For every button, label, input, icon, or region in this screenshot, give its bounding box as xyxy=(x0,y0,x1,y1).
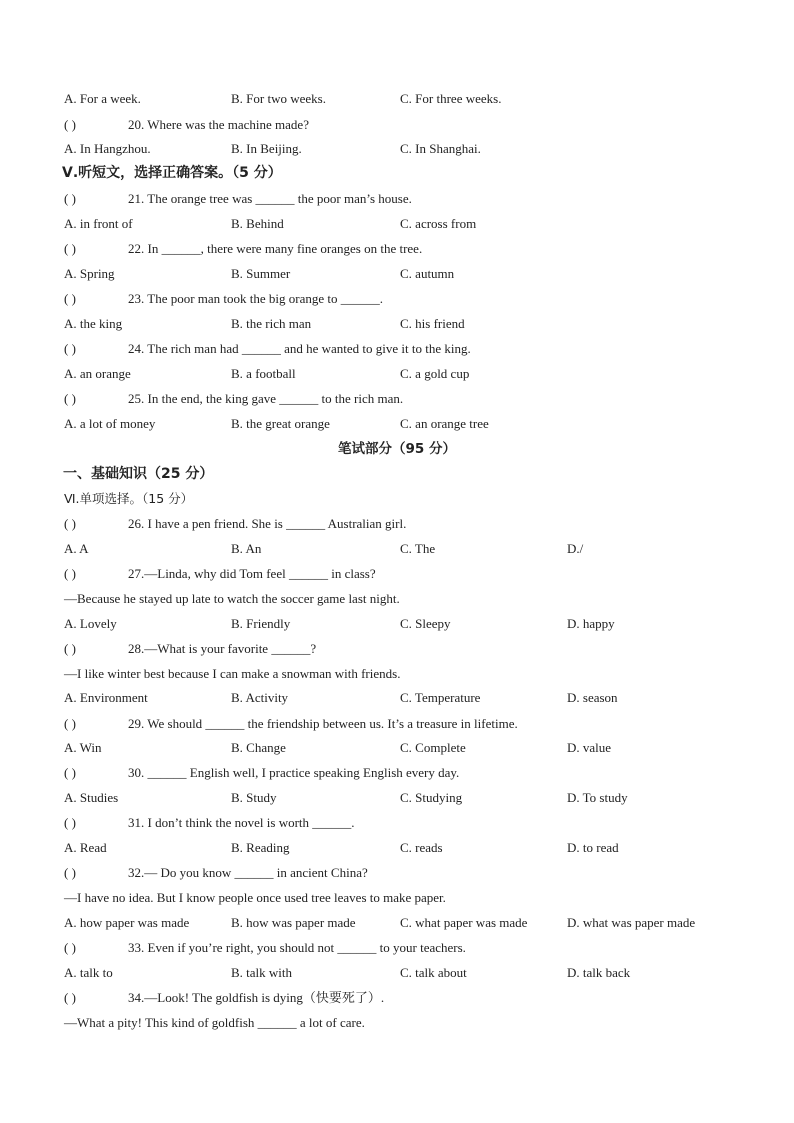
answer-blank: ( ) xyxy=(64,865,76,880)
section-6-title: Ⅵ.单项选择。（15 分） xyxy=(64,491,194,506)
question-text: 30. ______ English well, I practice speaking English every day. xyxy=(128,765,460,780)
q29-options xyxy=(64,740,754,756)
q24-option-c: C. a gold cup xyxy=(400,366,470,381)
question-20 xyxy=(64,117,309,133)
q33-option-d: D. talk back xyxy=(567,965,631,980)
q33-options xyxy=(64,965,754,981)
q22-option-c: C. autumn xyxy=(400,266,455,281)
q21-option-a: A. in front of xyxy=(64,216,133,231)
answer-blank: ( ) xyxy=(64,716,76,731)
q32-options xyxy=(64,915,754,931)
q21-options xyxy=(64,216,754,232)
question-text: 22. In ______, there were many fine oranges on the tree. xyxy=(128,241,423,256)
q24-option-b: B. a football xyxy=(231,366,296,381)
q21-option-c: C. across from xyxy=(400,216,477,231)
q23-option-b: B. the rich man xyxy=(231,316,312,331)
q28-option-a: A. Environment xyxy=(64,690,148,705)
q27-option-b: B. Friendly xyxy=(231,616,291,631)
question-29 xyxy=(64,716,518,732)
question-text: 23. The poor man took the big orange to ______. xyxy=(128,291,384,306)
q22-options xyxy=(64,266,754,282)
q30-option-b: B. Study xyxy=(231,790,277,805)
q33-option-c: C. talk about xyxy=(400,965,467,980)
q29-option-c: C. Complete xyxy=(400,740,466,755)
answer-blank: ( ) xyxy=(64,117,76,132)
q24-option-a: A. an orange xyxy=(64,366,131,381)
q20-option-b: B. In Beijing. xyxy=(231,141,302,156)
question-32 xyxy=(64,865,368,881)
question-text: 31. I don’t think the novel is worth ______. xyxy=(128,815,355,830)
question-text: 25. In the end, the king gave ______ to the rich man. xyxy=(128,391,404,406)
q30-option-a: A. Studies xyxy=(64,790,119,805)
answer-blank: ( ) xyxy=(64,940,76,955)
q22-option-a: A. Spring xyxy=(64,266,115,281)
part-1-title: 一、基础知识（25 分） xyxy=(63,466,214,482)
q29-option-d: D. value xyxy=(567,740,612,755)
q32-option-a: A. how paper was made xyxy=(64,915,190,930)
q28-option-b: B. Activity xyxy=(231,690,289,705)
q27-dialogue-response: —Because he stayed up late to watch the soccer game last night. xyxy=(64,591,400,606)
q32-dialogue-response: —I have no idea. But I know people once used tree leaves to make paper. xyxy=(64,890,446,905)
q30-option-c: C. Studying xyxy=(400,790,463,805)
question-text: 32.— Do you know ______ in ancient China? xyxy=(128,865,368,880)
q31-option-a: A. Read xyxy=(64,840,107,855)
question-21 xyxy=(64,191,412,207)
q20-option-a: A. In Hangzhou. xyxy=(64,141,151,156)
answer-blank: ( ) xyxy=(64,291,76,306)
q25-options xyxy=(64,416,754,432)
question-26 xyxy=(64,516,406,532)
q28-option-c: C. Temperature xyxy=(400,690,481,705)
q31-option-c: C. reads xyxy=(400,840,443,855)
question-34 xyxy=(64,990,384,1006)
q19-option-a: A. For a week. xyxy=(64,91,141,106)
q33-option-b: B. talk with xyxy=(231,965,293,980)
q19-option-c: C. For three weeks. xyxy=(400,91,502,106)
q23-option-c: C. his friend xyxy=(400,316,465,331)
q26-option-b: B. An xyxy=(231,541,262,556)
q26-options xyxy=(64,541,754,557)
q19-option-b: B. For two weeks. xyxy=(231,91,326,106)
answer-blank: ( ) xyxy=(64,516,76,531)
answer-blank: ( ) xyxy=(64,765,76,780)
question-text: 21. The orange tree was ______ the poor man’s house. xyxy=(128,191,412,206)
question-text: 34.—Look! The goldfish is dying（快要死了）. xyxy=(128,990,385,1005)
question-text: 26. I have a pen friend. She is ______ Australian girl. xyxy=(128,516,407,531)
q25-option-c: C. an orange tree xyxy=(400,416,489,431)
q34-dialogue-response: —What a pity! This kind of goldfish ______ a lot of care. xyxy=(64,1015,365,1030)
q32-option-b: B. how was paper made xyxy=(231,915,356,930)
question-text: 29. We should ______ the friendship between us. It’s a treasure in lifetime. xyxy=(128,716,518,731)
question-text: 33. Even if you’re right, you should not ______ to your teachers. xyxy=(128,940,466,955)
question-text: 20. Where was the machine made? xyxy=(128,117,309,132)
answer-blank: ( ) xyxy=(64,641,76,656)
answer-blank: ( ) xyxy=(64,391,76,406)
answer-blank: ( ) xyxy=(64,566,76,581)
q24-options xyxy=(64,366,754,382)
answer-blank: ( ) xyxy=(64,990,76,1005)
q27-options xyxy=(64,616,754,632)
q22-option-b: B. Summer xyxy=(231,266,291,281)
q23-option-a: A. the king xyxy=(64,316,123,331)
question-31 xyxy=(64,815,355,831)
q27-option-d: D. happy xyxy=(567,616,615,631)
q20-option-c: C. In Shanghai. xyxy=(400,141,481,156)
q31-option-b: B. Reading xyxy=(231,840,290,855)
q33-option-a: A. talk to xyxy=(64,965,113,980)
q25-option-a: A. a lot of money xyxy=(64,416,156,431)
question-30 xyxy=(64,765,459,781)
section-5-title: Ⅴ.听短文，选择正确答案。（5 分） xyxy=(62,165,282,181)
q32-option-d: D. what was paper made xyxy=(567,915,696,930)
answer-blank: ( ) xyxy=(64,191,76,206)
q27-option-a: A. Lovely xyxy=(64,616,117,631)
q27-option-c: C. Sleepy xyxy=(400,616,451,631)
q29-option-b: B. Change xyxy=(231,740,286,755)
q28-options xyxy=(64,690,754,706)
question-33 xyxy=(64,940,466,956)
q26-option-a: A. A xyxy=(64,541,89,556)
q21-option-b: B. Behind xyxy=(231,216,284,231)
question-25 xyxy=(64,391,403,407)
q30-option-d: D. To study xyxy=(567,790,628,805)
question-text: 28.—What is your favorite ______? xyxy=(128,641,317,656)
question-text: 27.—Linda, why did Tom feel ______ in class? xyxy=(128,566,376,581)
question-24 xyxy=(64,341,471,357)
q26-option-c: C. The xyxy=(400,541,436,556)
q26-option-d: D./ xyxy=(567,541,584,556)
question-28 xyxy=(64,641,316,657)
q32-option-c: C. what paper was made xyxy=(400,915,528,930)
question-22 xyxy=(64,241,422,257)
question-27 xyxy=(64,566,376,582)
q19-options xyxy=(64,91,754,107)
question-text: 24. The rich man had ______ and he wanted to give it to the king. xyxy=(128,341,471,356)
q25-option-b: B. the great orange xyxy=(231,416,330,431)
q28-dialogue-response: —I like winter best because I can make a snowman with friends. xyxy=(64,666,401,681)
answer-blank: ( ) xyxy=(64,241,76,256)
q23-options xyxy=(64,316,754,332)
q31-options xyxy=(64,840,754,856)
question-23 xyxy=(64,291,383,307)
q30-options xyxy=(64,790,754,806)
q28-option-d: D. season xyxy=(567,690,618,705)
answer-blank: ( ) xyxy=(64,815,76,830)
q20-options xyxy=(64,141,754,157)
q29-option-a: A. Win xyxy=(64,740,102,755)
q31-option-d: D. to read xyxy=(567,840,619,855)
written-part-title: 笔试部分（95 分） xyxy=(338,441,456,457)
answer-blank: ( ) xyxy=(64,341,76,356)
